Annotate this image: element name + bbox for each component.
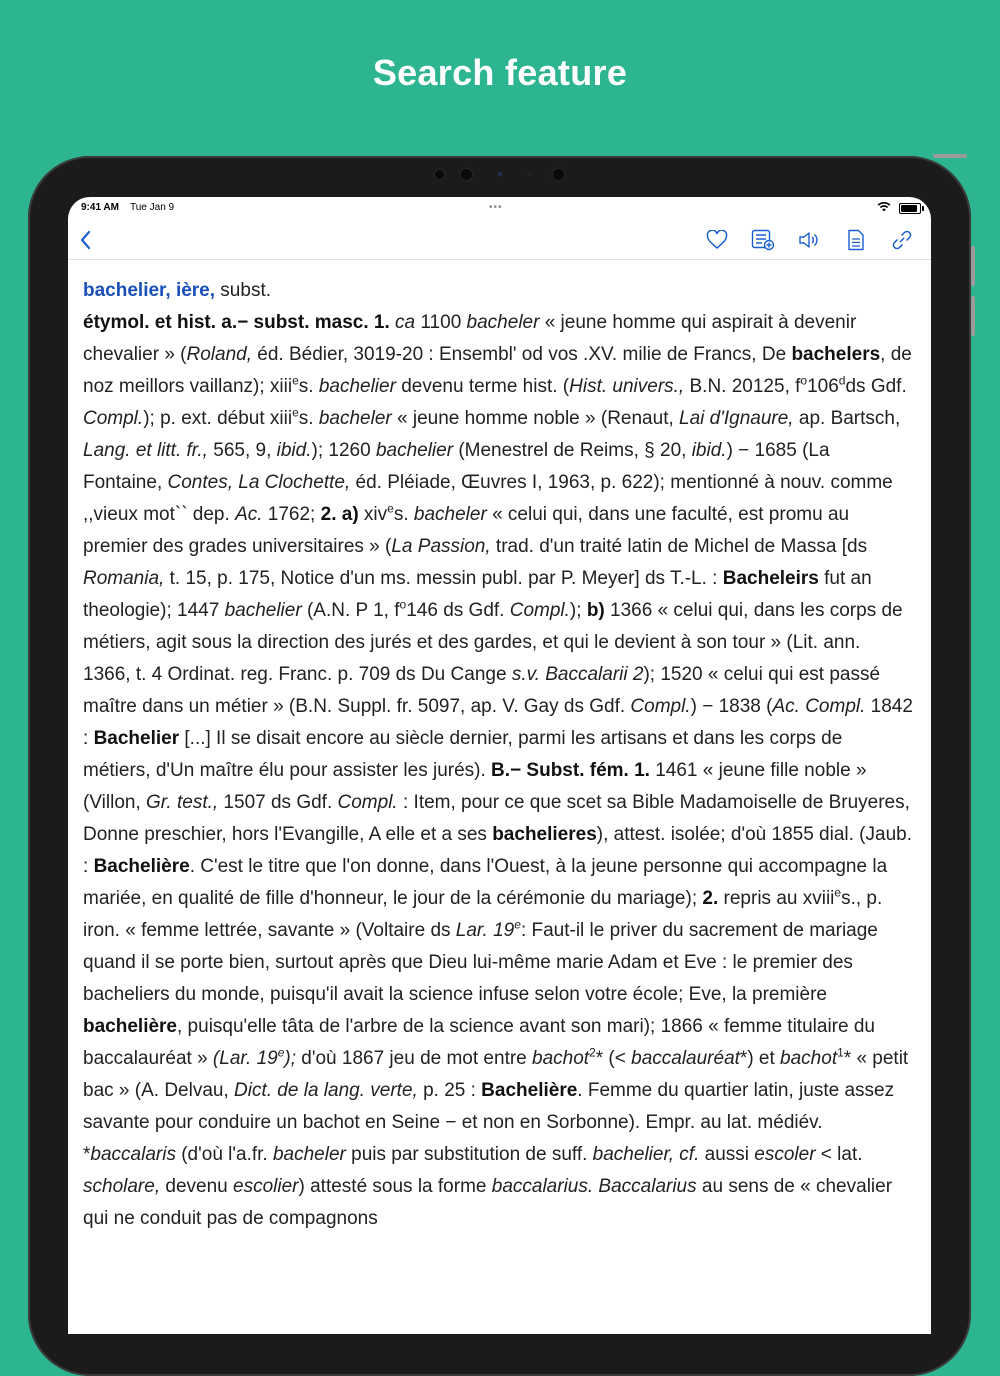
text-run: ), attest. isolée; d'où 1855 dial. (Jaub. :: [83, 824, 912, 877]
text-run: ) − 1838 (: [690, 696, 773, 717]
text-run: . Femme du quartier latin, juste assez savante pour conduire un bachot en Seine − et non en Sorbonne). Empr. au lat. médiév. *: [83, 1080, 895, 1165]
text-run: * « petit bac » (A. Delvau,: [83, 1048, 909, 1101]
text-run: 106: [807, 376, 839, 397]
favorite-button[interactable]: [704, 227, 730, 253]
text-run: t. 15, p. 175, Notice d'un ms. messin publ. par P. Meyer] ds T.-L. :: [164, 568, 723, 589]
italic-term: baccalauréat: [631, 1048, 740, 1069]
italic-term: baccalarius. Baccalarius: [491, 1176, 697, 1197]
headword: bachelier, ière,: [83, 280, 216, 301]
text-run: : Item, pour ce que scet sa Bible Madamoiselle de Bruyeres, Donne preschier, hors l'Evangille, A elle et a ses: [83, 792, 910, 845]
bold-term: étymol. et hist. a.− subst. masc. 1.: [83, 312, 396, 333]
part-of-speech: subst.: [215, 280, 272, 301]
text-run: , de noz meillors vaillanz); xiii: [83, 344, 912, 397]
text-run: 565, 9,: [207, 440, 277, 461]
text-run: (Menestrel de Reims, § 20,: [453, 440, 692, 461]
superscript: e: [834, 885, 842, 900]
document-icon: [847, 229, 865, 251]
italic-term: s.v. Baccalarii 2: [511, 664, 644, 685]
text-run: : Faut-il le priver du sacrement de mariage quand il se porte bien, surtout après que Dieu lui-même marie Adam et Eve : le premier des bacheliers du monde, puisqu'il avait la science infuse selon votre école; Eve, la première: [83, 920, 878, 1005]
text-run: B.N. 20125, f: [684, 376, 801, 397]
italic-term: Gr. test.,: [146, 792, 219, 813]
text-run: ap. Bartsch,: [793, 408, 901, 429]
back-button[interactable]: [72, 227, 98, 253]
text-run: au sens de « chevalier qui ne conduit pas de compagnons: [83, 1176, 893, 1229]
text-run: s.: [298, 376, 319, 397]
superscript: o: [399, 597, 407, 612]
text-run: 1762;: [262, 504, 321, 525]
speaker-icon: [798, 230, 820, 250]
italic-term: );: [284, 1048, 296, 1069]
italic-term: Lang. et litt. fr.,: [83, 440, 208, 461]
italic-term: ca: [395, 312, 416, 333]
italic-term: Lar. 19: [455, 920, 515, 941]
italic-term: Dict. de la lang. verte,: [234, 1080, 418, 1101]
text-run: aussi: [699, 1144, 755, 1165]
ambient-sensor: [551, 167, 566, 182]
bold-term: b): [586, 600, 605, 621]
italic-term: bachelier, cf.: [592, 1144, 700, 1165]
document-button[interactable]: [843, 227, 869, 253]
superscript: d: [838, 373, 846, 388]
toolbar: [68, 219, 931, 260]
text-run: s.: [298, 408, 319, 429]
status-date: Tue Jan 9: [130, 202, 175, 213]
bold-term: 2. a): [320, 504, 359, 525]
wifi-icon: [877, 201, 891, 215]
italic-term: bachelier: [318, 376, 396, 397]
front-camera: [459, 167, 474, 182]
bold-term: Bachelière: [481, 1080, 578, 1101]
text-run: );: [569, 600, 587, 621]
text-run: (A.N. P 1, f: [301, 600, 400, 621]
italic-term: ibid.: [691, 440, 727, 461]
text-run: ); 1520 « celui qui est passé maître dans un métier » (B.N. Suppl. fr. 5097, ap. V. Gay ds Gdf.: [83, 664, 881, 717]
italic-term: La Passion,: [391, 536, 491, 557]
italic-term: Hist. univers.,: [569, 376, 685, 397]
text-run: * (<: [595, 1048, 632, 1069]
italic-term: bacheler: [466, 312, 540, 333]
italic-term: Contes, La Clochette,: [167, 472, 351, 493]
promo-headline: Search feature: [372, 52, 628, 93]
italic-term: escolier: [233, 1176, 299, 1197]
superscript: o: [800, 373, 808, 388]
italic-term: Lai d'Ignaure,: [679, 408, 794, 429]
italic-term: baccalaris: [90, 1144, 176, 1165]
sensor-dot: [433, 168, 446, 181]
text-run: , puisqu'elle tâta de l'arbre de la science avant son mari); 1866 « femme titulaire du baccalauréat »: [83, 1016, 875, 1069]
superscript: e: [277, 1045, 285, 1060]
link-icon: [891, 229, 913, 251]
text-run: 1100: [415, 312, 467, 333]
text-run: 146 ds Gdf.: [406, 600, 510, 621]
text-run: devenu: [160, 1176, 234, 1197]
dictionary-entry: [83, 275, 913, 1235]
bold-term: Bachelier: [93, 728, 180, 749]
text-run: « jeune homme noble » (Renaut,: [391, 408, 680, 429]
bold-term: B.− Subst. fém. 1.: [491, 760, 650, 781]
text-run: puis par substitution de suff.: [345, 1144, 593, 1165]
sensor-dot: [527, 172, 531, 176]
italic-term: Ac. Compl.: [772, 696, 866, 717]
multitasking-indicator[interactable]: •••: [489, 202, 503, 213]
bold-term: bachelieres: [492, 824, 597, 845]
volume-up-button: [971, 246, 975, 286]
bold-term: 2.: [702, 888, 719, 909]
superscript: e: [292, 373, 299, 388]
text-run: éd. Bédier, 3019-20 : Ensembl' od vos .XV. milie de Francs, De: [252, 344, 792, 365]
text-run: 1366 « celui qui, dans les corps de métiers, agit sous la direction des jurés et des gardes, et qui le devient à son tour » (Lit. ann. 1366, t. 4 Ordinat. reg. Franc. p. 709 ds Du Cange: [83, 600, 903, 685]
text-run: p. 25 :: [417, 1080, 482, 1101]
superscript: e: [387, 501, 394, 516]
text-run: éd. Pléiade, Œuvres I, 1963, p. 622); mentionné à nouv. comme ,,vieux mot`` dep.: [83, 472, 893, 525]
chevron-left-icon: [79, 230, 91, 250]
text-run: ) attesté sous la forme: [298, 1176, 492, 1197]
text-run: < lat.: [815, 1144, 863, 1165]
italic-term: bachelier: [375, 440, 454, 461]
text-run: d'où 1867 jeu de mot entre: [296, 1048, 533, 1069]
italic-term: Compl.: [83, 408, 144, 429]
bold-term: bachelers: [791, 344, 881, 365]
text-run: ) − 1685 (La Fontaine,: [83, 440, 830, 493]
add-to-list-icon: [751, 229, 775, 251]
bold-term: Bacheleirs: [722, 568, 819, 589]
italic-term: bachelier: [224, 600, 302, 621]
italic-term: bachot: [780, 1048, 838, 1069]
pronounce-button[interactable]: [796, 227, 822, 253]
italic-term: Compl.: [509, 600, 570, 621]
italic-term: bacheler: [318, 408, 392, 429]
italic-term: Romania,: [83, 568, 165, 589]
text-run: s.: [393, 504, 414, 525]
text-run: devenu terme hist. (: [395, 376, 570, 397]
italic-term: Compl.: [337, 792, 398, 813]
superscript: e: [292, 405, 299, 420]
text-run: « jeune homme qui aspirait à devenir chevalier » (: [83, 312, 857, 365]
text-run: [...] Il se disait encore au siècle dernier, parmi les artisans et dans les corps de métiers, d'Un maître élu pour assister les jurés).: [83, 728, 843, 781]
camera-indicator: [497, 171, 503, 177]
link-button[interactable]: [889, 227, 915, 253]
superscript: e: [514, 917, 521, 932]
text-run: s., p. iron. « femme lettrée, savante » (Voltaire ds: [83, 888, 883, 941]
italic-term: bachot: [532, 1048, 590, 1069]
entry-paragraph: [83, 275, 913, 1235]
text-run: (d'où l'a.fr.: [175, 1144, 273, 1165]
italic-term: (Lar. 19: [212, 1048, 278, 1069]
etymology-text: [83, 312, 913, 1229]
bold-term: Bachelière: [93, 856, 190, 877]
italic-term: escoler: [754, 1144, 816, 1165]
italic-term: Ac.: [235, 504, 263, 525]
text-run: 1507 ds Gdf.: [218, 792, 338, 813]
italic-term: Roland,: [186, 344, 252, 365]
power-button: [933, 154, 967, 158]
italic-term: Compl.: [630, 696, 691, 717]
text-run: ds Gdf.: [845, 376, 907, 397]
superscript: 1: [837, 1045, 844, 1060]
italic-term: bacheler: [413, 504, 487, 525]
text-run: 1842 :: [83, 696, 913, 749]
text-run: repris au xviii: [718, 888, 835, 909]
text-run: . C'est le titre que l'on donne, dans l'Ouest, à la jeune personne qui accompagne la mariée, en qualité de fille d'honneur, le jour de la cérémonie du mariage);: [83, 856, 888, 909]
text-run: trad. d'un traité latin de Michel de Massa [ds: [490, 536, 868, 557]
battery-icon: [899, 203, 921, 214]
bold-term: bachelière: [83, 1016, 177, 1037]
add-to-list-button[interactable]: [750, 227, 776, 253]
text-run: *) et: [739, 1048, 781, 1069]
text-run: ); 1260: [311, 440, 376, 461]
app-screen: [68, 197, 931, 1334]
text-run: fut an theologie); 1447: [83, 568, 872, 621]
volume-down-button: [971, 296, 975, 336]
status-bar: [68, 197, 931, 219]
text-run: « celui qui, dans une faculté, est promu au premier des grades universitaires » (: [83, 504, 850, 557]
text-run: xiv: [358, 504, 388, 525]
heart-icon: [706, 230, 728, 250]
italic-term: scholare,: [83, 1176, 161, 1197]
text-run: ); p. ext. début xiii: [143, 408, 293, 429]
italic-term: ibid.: [276, 440, 312, 461]
text-run: 1461 « jeune fille noble » (Villon,: [83, 760, 867, 813]
italic-term: bacheler: [272, 1144, 346, 1165]
superscript: 2: [589, 1045, 596, 1060]
status-time: 9:41 AM: [81, 202, 119, 213]
